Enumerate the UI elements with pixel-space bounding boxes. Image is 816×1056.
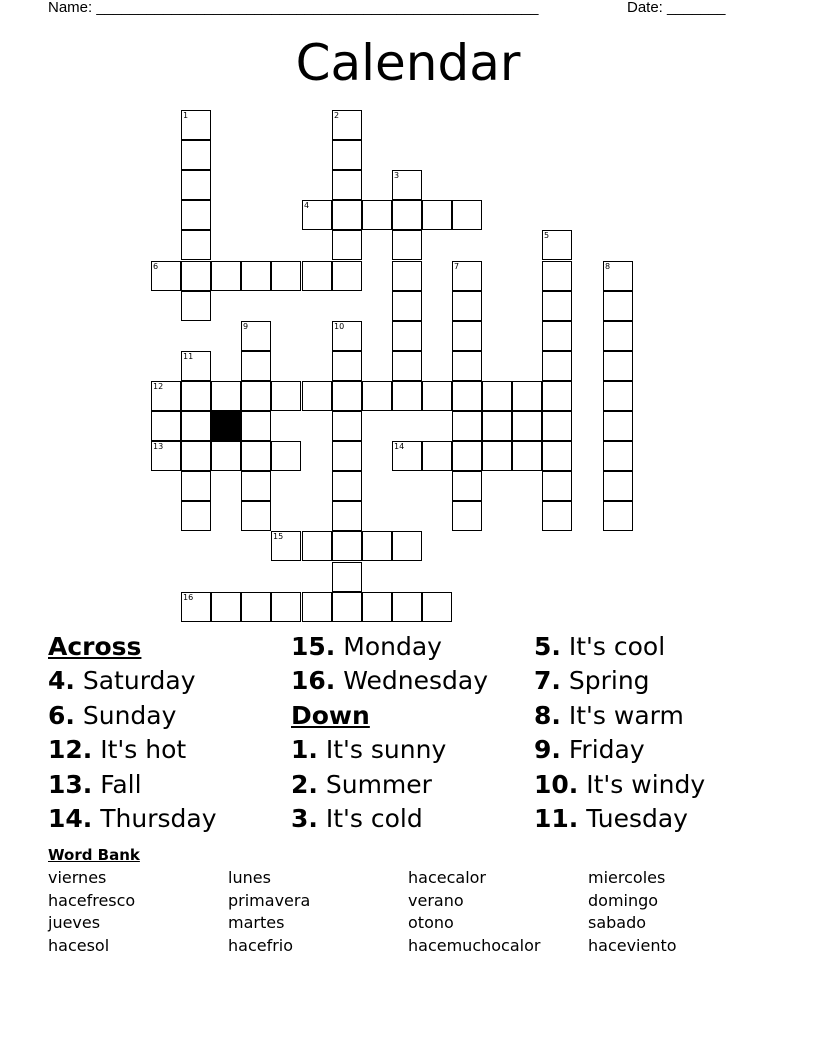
- clue-number: 15: [273, 532, 284, 541]
- grid-cell[interactable]: [392, 291, 422, 321]
- grid-cell[interactable]: [422, 381, 452, 411]
- grid-cell[interactable]: [452, 321, 482, 351]
- word-bank-item: viernes: [48, 868, 107, 887]
- word-bank-item: hacefrio: [228, 935, 294, 955]
- clue-down-3: 3. It's cold: [291, 804, 423, 834]
- clue-across-6: 6. Sunday: [48, 700, 177, 730]
- clue-column-2: [291, 630, 531, 836]
- clue-across-12: 12. It's hot: [48, 735, 187, 765]
- clue-across-13: 13. Fall: [48, 769, 142, 799]
- grid-cell[interactable]: [392, 170, 422, 200]
- grid-cell[interactable]: [332, 140, 362, 170]
- grid-cell[interactable]: [302, 531, 332, 561]
- word-bank-item: sabado: [588, 913, 647, 933]
- grid-cell[interactable]: [542, 351, 572, 381]
- word-bank-item: hacefresco: [48, 890, 136, 910]
- grid-cell[interactable]: [241, 411, 271, 441]
- grid-cell[interactable]: [241, 501, 271, 531]
- clue-number: 3: [394, 171, 400, 180]
- grid-cell[interactable]: [392, 441, 422, 471]
- grid-cell[interactable]: [603, 441, 633, 471]
- clue-number: 8: [605, 262, 611, 271]
- word-bank-item: otono: [408, 913, 454, 933]
- clue-across-16: 16. Wednesday: [291, 666, 488, 696]
- grid-cell[interactable]: [603, 501, 633, 531]
- across-heading: Across: [48, 632, 142, 661]
- grid-cell[interactable]: [542, 381, 572, 411]
- grid-cell[interactable]: [603, 291, 633, 321]
- clue-number: 4: [304, 201, 310, 210]
- grid-cell[interactable]: [332, 170, 362, 200]
- grid-cell[interactable]: [302, 200, 332, 230]
- word-bank-item: jueves: [48, 913, 101, 933]
- grid-cell[interactable]: [422, 441, 452, 471]
- grid-cell[interactable]: [241, 351, 271, 381]
- grid-cell[interactable]: [603, 351, 633, 381]
- grid-cell[interactable]: [151, 411, 181, 441]
- word-bank-item: domingo: [588, 890, 659, 910]
- grid-cell[interactable]: [271, 441, 301, 471]
- grid-cell[interactable]: [211, 441, 241, 471]
- clue-number: 6: [153, 262, 159, 271]
- grid-cell[interactable]: [302, 261, 332, 291]
- grid-cell[interactable]: [512, 441, 542, 471]
- grid-cell[interactable]: [392, 351, 422, 381]
- grid-cell[interactable]: [241, 441, 271, 471]
- grid-cell[interactable]: [512, 381, 542, 411]
- grid-cell[interactable]: [452, 501, 482, 531]
- word-bank-item: martes: [228, 913, 285, 933]
- grid-cell[interactable]: [332, 562, 362, 592]
- grid-cell[interactable]: [332, 501, 362, 531]
- clue-number: 13: [153, 442, 164, 451]
- grid-cell[interactable]: [512, 411, 542, 441]
- clue-down-10: 10. It's windy: [534, 769, 706, 799]
- clue-down-8: 8. It's warm: [534, 700, 684, 730]
- word-bank-item: miercoles: [588, 868, 666, 887]
- grid-cell[interactable]: [392, 200, 422, 230]
- grid-cell[interactable]: [181, 200, 211, 230]
- word-bank-item: lunes: [228, 868, 271, 887]
- grid-cell[interactable]: [211, 381, 241, 411]
- grid-cell[interactable]: [603, 381, 633, 411]
- grid-cell[interactable]: [452, 411, 482, 441]
- clue-number: 11: [183, 352, 194, 361]
- grid-cell[interactable]: [542, 321, 572, 351]
- grid-cell[interactable]: [181, 351, 211, 381]
- grid-cell[interactable]: [332, 230, 362, 260]
- grid-cell[interactable]: [603, 261, 633, 291]
- clue-column-1: [48, 630, 288, 836]
- word-bank-item: haceviento: [588, 935, 677, 955]
- grid-cell[interactable]: [332, 381, 362, 411]
- grid-cell[interactable]: [392, 381, 422, 411]
- word-bank-item: primavera: [228, 890, 311, 910]
- grid-cell[interactable]: [271, 592, 301, 622]
- grid-cell[interactable]: [332, 110, 362, 140]
- date-line: Date: _______: [627, 0, 726, 16]
- grid-cell[interactable]: [452, 471, 482, 501]
- grid-cell[interactable]: [392, 531, 422, 561]
- grid-cell[interactable]: [181, 592, 211, 622]
- grid-cell[interactable]: [542, 441, 572, 471]
- grid-cell[interactable]: [452, 381, 482, 411]
- grid-cell[interactable]: [603, 471, 633, 501]
- grid-cell[interactable]: [542, 411, 572, 441]
- word-bank-item: hacesol: [48, 935, 110, 955]
- grid-cell[interactable]: [151, 381, 181, 411]
- grid-cell[interactable]: [422, 200, 452, 230]
- grid-cell[interactable]: [241, 592, 271, 622]
- grid-cell[interactable]: [271, 381, 301, 411]
- clue-number: 12: [153, 382, 164, 391]
- word-bank-item: hacemuchocalor: [408, 935, 541, 955]
- word-bank-title: Word Bank: [48, 846, 140, 864]
- clue-number: 10: [334, 322, 345, 331]
- grid-cell[interactable]: [332, 261, 362, 291]
- clue-number: 5: [544, 231, 550, 240]
- grid-cell[interactable]: [181, 471, 211, 501]
- grid-cell[interactable]: [181, 261, 211, 291]
- clue-across-15: 15. Monday: [291, 632, 442, 661]
- page-title: Calendar: [295, 34, 521, 92]
- grid-cell[interactable]: [181, 140, 211, 170]
- grid-cell[interactable]: [181, 441, 211, 471]
- clue-number: 16: [183, 593, 194, 602]
- grid-cell[interactable]: [332, 321, 362, 351]
- grid-cell[interactable]: [271, 531, 301, 561]
- grid-cell[interactable]: [332, 592, 362, 622]
- clue-number: 9: [243, 322, 249, 331]
- clue-across-4: 4. Saturday: [48, 666, 196, 696]
- grid-cell[interactable]: [392, 321, 422, 351]
- grid-cell[interactable]: [302, 592, 332, 622]
- grid-cell[interactable]: [271, 261, 301, 291]
- grid-cell[interactable]: [362, 200, 392, 230]
- word-bank-item: verano: [408, 890, 464, 910]
- grid-cell[interactable]: [181, 110, 211, 140]
- clue-down-9: 9. Friday: [534, 735, 645, 765]
- clue-number: 7: [454, 262, 460, 271]
- clue-down-11: 11. Tuesday: [534, 804, 688, 834]
- clue-down-2: 2. Summer: [291, 769, 432, 799]
- grid-cell[interactable]: [241, 321, 271, 351]
- grid-cell[interactable]: [181, 501, 211, 531]
- grid-cell[interactable]: [452, 200, 482, 230]
- black-cell: [211, 411, 241, 441]
- grid-cell[interactable]: [482, 441, 512, 471]
- grid-cell[interactable]: [452, 351, 482, 381]
- grid-cell[interactable]: [362, 592, 392, 622]
- grid-cell[interactable]: [332, 411, 362, 441]
- grid-cell[interactable]: [181, 230, 211, 260]
- clue-down-7: 7. Spring: [534, 666, 650, 696]
- grid-cell[interactable]: [332, 200, 362, 230]
- grid-cell[interactable]: [392, 261, 422, 291]
- grid-cell[interactable]: [241, 261, 271, 291]
- grid-cell[interactable]: [151, 441, 181, 471]
- clue-number: 14: [394, 442, 405, 451]
- grid-cell[interactable]: [392, 592, 422, 622]
- grid-cell[interactable]: [181, 170, 211, 200]
- grid-cell[interactable]: [542, 230, 572, 260]
- grid-cell[interactable]: [241, 471, 271, 501]
- grid-cell[interactable]: [181, 381, 211, 411]
- clue-down-1: 1. It's sunny: [291, 735, 447, 765]
- grid-cell[interactable]: [332, 471, 362, 501]
- grid-cell[interactable]: [332, 351, 362, 381]
- grid-cell[interactable]: [181, 411, 211, 441]
- grid-cell[interactable]: [211, 592, 241, 622]
- grid-cell[interactable]: [392, 230, 422, 260]
- grid-cell[interactable]: [452, 441, 482, 471]
- grid-cell[interactable]: [542, 291, 572, 321]
- grid-cell[interactable]: [362, 531, 392, 561]
- grid-cell[interactable]: [181, 291, 211, 321]
- grid-cell[interactable]: [302, 381, 332, 411]
- grid-cell[interactable]: [542, 261, 572, 291]
- grid-cell[interactable]: [452, 261, 482, 291]
- grid-cell[interactable]: [362, 381, 392, 411]
- grid-cell[interactable]: [542, 471, 572, 501]
- grid-cell[interactable]: [542, 501, 572, 531]
- grid-cell[interactable]: [332, 441, 362, 471]
- grid-cell[interactable]: [603, 321, 633, 351]
- grid-cell[interactable]: [452, 291, 482, 321]
- clue-column-3: [534, 630, 774, 836]
- clue-number: 2: [334, 111, 340, 120]
- grid-cell[interactable]: [603, 411, 633, 441]
- grid-cell[interactable]: [211, 261, 241, 291]
- grid-cell[interactable]: [482, 381, 512, 411]
- grid-cell[interactable]: [241, 381, 271, 411]
- grid-cell[interactable]: [422, 592, 452, 622]
- word-bank-item: hacecalor: [408, 868, 486, 887]
- down-heading: Down: [291, 700, 370, 730]
- clue-across-14: 14. Thursday: [48, 804, 217, 834]
- clue-number: 1: [183, 111, 189, 120]
- grid-cell[interactable]: [482, 411, 512, 441]
- name-line: Name: _____________________________________________________: [48, 0, 539, 16]
- grid-cell[interactable]: [332, 531, 362, 561]
- grid-cell[interactable]: [151, 261, 181, 291]
- clue-down-5: 5. It's cool: [534, 632, 666, 661]
